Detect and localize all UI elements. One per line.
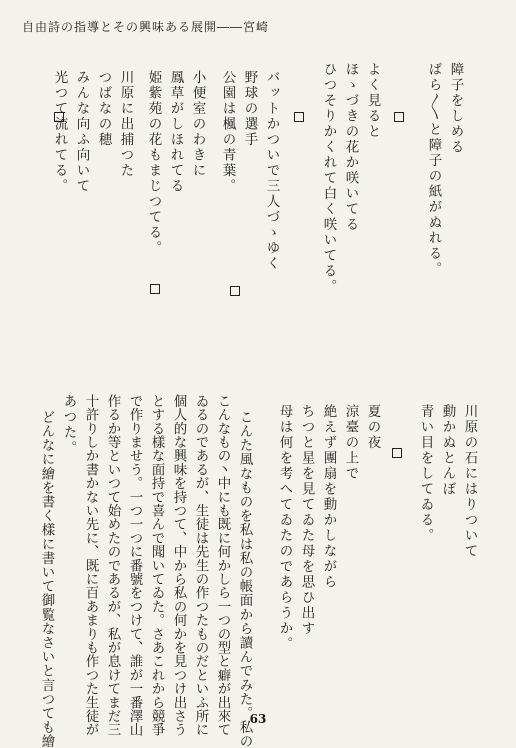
page-number: 63 [249,712,267,726]
poem-line: 動かぬとんぼ [439,404,456,497]
prose-line: こんなもの丶中にも既に何かしら一つの型と癖が出來て [214,394,231,737]
running-header: 自由詩の指導とその興味ある展開――宮崎 [22,20,270,34]
poem-line: ちつと星を見てゐた母を思ひ出す [298,404,315,637]
poem-line: 姫紫苑の花もまじつてる。 [145,70,162,256]
prose-line: こんた風なものを私は私の帳面から讀んでみた。私の [236,410,253,748]
poem-line: 鳳草がしほれてる [167,70,184,194]
poem-line: ばら〳〵と障子の紙がぬれる。 [425,62,442,277]
poem-line: 川原の石にはりついて [461,404,478,559]
prose-line: 作るか等といつて始めたのであるが、私が息けてまだ三 [104,394,121,737]
prose-line: ゐるのであるが、生徒は先生の作つたものだといふ所に [192,394,209,737]
section-divider-box [230,286,240,296]
prose-line: 十許りしか書かない先に、既に百あまりも作つた生徒が [82,394,99,737]
poem-line: 公園は楓の青葉。 [219,70,236,194]
poem-line: 野球の選手 [241,70,258,148]
poem-line: 小便室のわきに [189,70,206,179]
section-divider-box [394,112,404,122]
poem-line: 夏の夜 [364,404,381,451]
poem-line: みんな向ふ向いて [73,70,90,194]
poem-line: ほゝづきの花か咲いてる [342,62,359,233]
poem-line: 川原に出捕つた [117,70,134,179]
poem-line: バットかついで三人づゝゆく [263,70,280,272]
poem-line: 光つて流れてる。 [51,70,68,194]
poem-line: つばなの穂 [95,70,112,148]
poem-line: ひつそりかくれて白く咲いてる。 [320,62,337,295]
prose-line: どんなに繪を書く樣に書いて御覧なさいと言つても繪 [38,410,55,748]
poem-line: 絶えず團扇を動かしながら [320,404,337,590]
section-divider-box [54,112,64,122]
section-divider-box [150,284,160,294]
poem-line: よく見ると [364,62,381,140]
poem-line: 母は何を考へてゐたのであらうか。 [276,404,293,652]
prose-line: 個人的な興味を持つて、中から私の何かを見つけ出さう [170,394,187,737]
prose-line: とする樣な面持で喜んで聞いてゐた。さあこれから競爭 [148,394,165,737]
prose-line: で作りませう。一つ一つに番號をつけて、誰が一番澤山 [126,394,143,737]
section-divider-box [392,448,402,458]
poem-line: 障子をしめる [447,62,464,155]
section-divider-box [294,112,304,122]
poem-line: 涼臺の上で [342,404,359,482]
poem-line: 青い目をしてゐる。 [417,404,434,544]
prose-line: あつた。 [60,394,77,456]
